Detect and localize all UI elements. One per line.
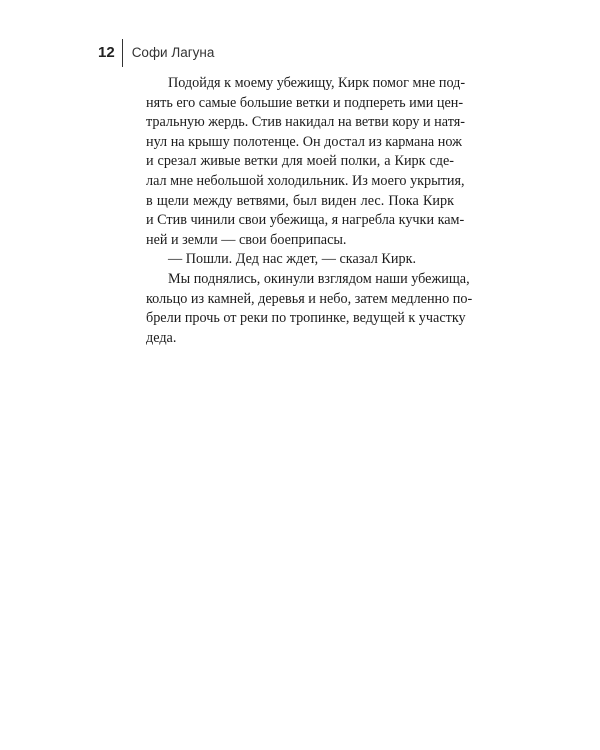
text-line: нять его самые большие ветки и подпереть ими цен- [146,94,464,111]
body-text [146,74,473,348]
text-line: ней и земли — свои боеприпасы. [146,231,347,248]
text-line: и Стив чинили свои убежища, я нагребла кучки кам- [146,212,465,229]
text-line: Мы поднялись, окинули взглядом наши убежища, [168,270,470,287]
text-line: — Пошли. Дед нас ждет, — сказал Кирк. [168,251,417,268]
paragraph [146,74,466,250]
header-divider [122,39,123,67]
text-line: и срезал живые ветки для моей полки, а Кирк сде- [146,153,454,170]
text-line: лал мне небольшой холодильник. Из моего укрытия, [146,172,465,189]
text-line: брели прочь от реки по тропинке, ведущей к участку [146,310,466,327]
text-line: нул на крышу полотенце. Он достал из кармана нож [146,133,462,150]
paragraph [146,250,454,270]
page-number: 12 [98,44,115,61]
text-line: тральную жердь. Стив накидал на ветви кору и натя- [146,114,465,131]
text-line: деда. [146,329,177,346]
paragraph [146,270,473,348]
running-title: Софи Лагуна [131,45,215,60]
text-line: в щели между ветвями, был виден лес. Пока Кирк [146,192,454,209]
text-line: Подойдя к моему убежищу, Кирк помог мне под- [168,75,466,91]
text-line: кольцо из камней, деревья и небо, затем медленно по- [146,290,473,307]
page-header [98,40,214,66]
